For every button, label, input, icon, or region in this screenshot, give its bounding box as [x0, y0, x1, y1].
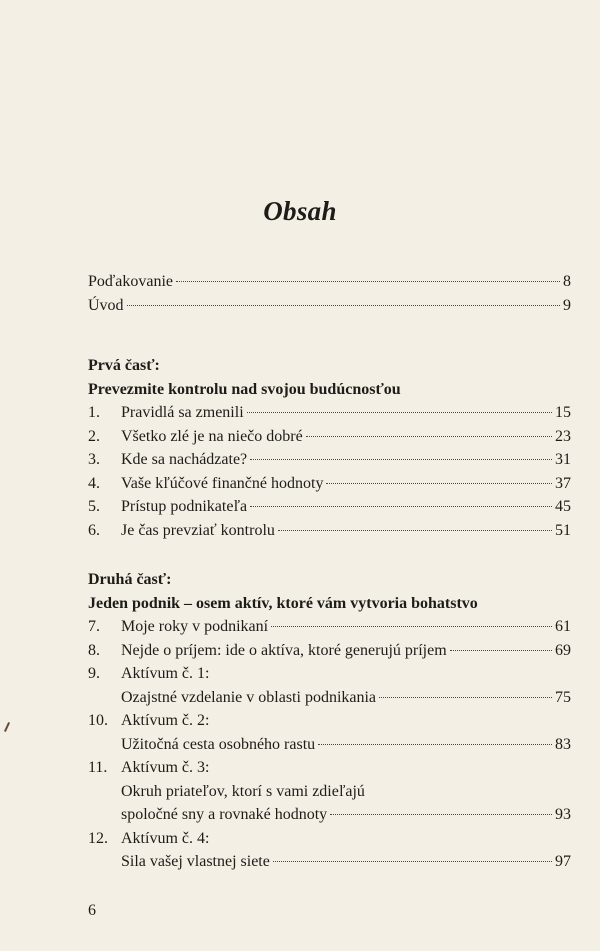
dot-leader: [379, 697, 552, 698]
toc-entry-introduction: [88, 294, 571, 318]
entry-page: 15: [555, 404, 571, 421]
toc-entry-chapter-2: [88, 425, 571, 449]
entry-subtitle: spoločné sny a rovnaké hodnoty: [121, 806, 328, 823]
part-1-label: Prvá časť:: [88, 357, 160, 374]
entry-title: Všetko zlé je na niečo dobré: [121, 427, 303, 445]
toc-entry-chapter-9-cont: [88, 686, 571, 710]
chapter-number: 4.: [88, 474, 100, 492]
chapter-number: 6.: [88, 521, 100, 539]
entry-page: 8: [563, 273, 571, 290]
dot-leader: [306, 436, 552, 437]
entry-title: Kde sa nachádzate?: [121, 451, 248, 468]
margin-mark: [4, 722, 10, 732]
toc-entry-chapter-9: [88, 662, 571, 686]
toc-entry-chapter-11-cont2: [88, 803, 571, 827]
chapter-number: 9.: [88, 665, 100, 682]
entry-title: Prístup podnikateľa: [121, 498, 248, 515]
toc-entry-chapter-5: [88, 495, 571, 519]
entry-page: 51: [555, 521, 571, 539]
entry-page: 69: [555, 641, 571, 659]
dot-leader: [127, 305, 560, 306]
dot-leader: [450, 650, 552, 651]
entry-title: Nejde o príjem: ide o aktíva, ktoré generujú príjem: [121, 641, 447, 659]
toc-entry-chapter-3: [88, 448, 571, 472]
chapter-number: 3.: [88, 451, 100, 468]
toc-entry-chapter-6: [88, 519, 571, 543]
entry-page: 23: [555, 427, 571, 445]
entry-title: Poďakovanie: [88, 273, 173, 290]
entry-title: Pravidlá sa zmenili: [121, 404, 244, 421]
part-1-title: Prevezmite kontrolu nad svojou budúcnosťou: [88, 380, 401, 398]
entry-page: 61: [555, 618, 571, 635]
entry-subtitle: Okruh priateľov, ktorí s vami zdieľajú: [121, 782, 365, 800]
part-2-label: Druhá časť:: [88, 571, 172, 588]
entry-title: Aktívum č. 1:: [121, 665, 210, 682]
toc-entry-chapter-10-cont: [88, 733, 571, 757]
page-title: Obsah: [263, 196, 337, 226]
toc-entry-chapter-11: [88, 756, 571, 780]
dot-leader: [326, 483, 552, 484]
toc-entry-chapter-11-cont: [88, 780, 571, 804]
entry-subtitle: Sila vašej vlastnej siete: [121, 853, 270, 870]
toc-entry-chapter-10: [88, 709, 571, 733]
chapter-number: 10.: [88, 712, 108, 729]
entry-title: Moje roky v podnikaní: [121, 618, 269, 635]
entry-title: Úvod: [88, 296, 124, 314]
entry-page: 9: [563, 296, 571, 314]
entry-page: 31: [555, 451, 571, 468]
dot-leader: [247, 412, 552, 413]
dot-leader: [250, 506, 552, 507]
dot-leader: [271, 626, 552, 627]
chapter-number: 7.: [88, 618, 100, 635]
chapter-number: 12.: [88, 829, 108, 847]
entry-subtitle: Ozajstné vzdelanie v oblasti podnikania: [121, 688, 377, 706]
entry-subtitle: Užitočná cesta osobného rastu: [121, 735, 316, 753]
entry-title: Aktívum č. 4:: [121, 829, 210, 847]
chapter-number: 11.: [88, 759, 108, 776]
dot-leader: [318, 744, 552, 745]
dot-leader: [278, 530, 552, 531]
entry-page: 83: [555, 735, 571, 753]
chapter-number: 5.: [88, 498, 100, 515]
page-number: 6: [88, 902, 96, 919]
toc-entry-acknowledgements: [88, 270, 571, 294]
chapter-number: 2.: [88, 427, 100, 445]
chapter-number: 8.: [88, 641, 100, 659]
chapter-number: 1.: [88, 404, 100, 421]
entry-page: 45: [555, 498, 571, 515]
entry-page: 75: [555, 688, 571, 706]
entry-page: 37: [555, 474, 571, 492]
entry-page: 97: [555, 853, 571, 870]
dot-leader: [273, 861, 552, 862]
toc-entry-chapter-12: [88, 827, 571, 851]
entry-page: 93: [555, 806, 571, 823]
entry-title: Aktívum č. 3:: [121, 759, 210, 776]
entry-title: Je čas prevziať kontrolu: [121, 521, 275, 539]
part-2-title: Jeden podnik – osem aktív, ktoré vám vytvoria bohatstvo: [88, 594, 478, 612]
table-of-contents: [88, 270, 571, 874]
entry-title: Vaše kľúčové finančné hodnoty: [121, 474, 324, 492]
toc-entry-chapter-8: [88, 639, 571, 663]
dot-leader: [250, 459, 552, 460]
toc-entry-chapter-1: [88, 401, 571, 425]
dot-leader: [176, 281, 560, 282]
entry-title: Aktívum č. 2:: [121, 712, 210, 729]
toc-entry-chapter-4: [88, 472, 571, 496]
dot-leader: [330, 814, 552, 815]
toc-entry-chapter-7: [88, 615, 571, 639]
toc-entry-chapter-12-cont: [88, 850, 571, 874]
